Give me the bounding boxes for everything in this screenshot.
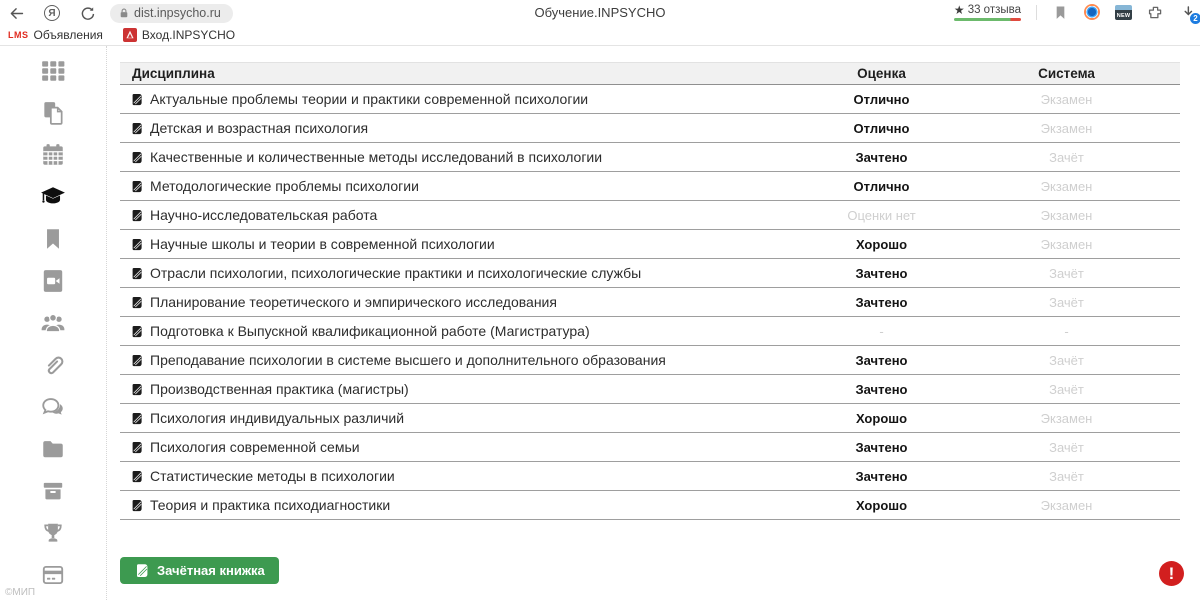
table-row[interactable] [120,404,1180,433]
sidebar-item-achievements[interactable] [40,520,66,546]
discipline-name: Детская и возрастная психология [150,120,369,136]
chrome-toolbar [954,2,1196,22]
discipline-cell [120,323,774,339]
grade-value: Зачтено [855,294,908,310]
table-row[interactable] [120,85,1180,114]
discipline-cell [120,410,774,426]
sidebar-item-apps[interactable] [40,58,66,84]
discipline-name: Теория и практика психодиагностики [150,497,391,513]
system-value: Зачёт [1049,265,1084,281]
archive-icon [40,491,66,508]
bookmark-label: Объявления [33,27,103,42]
table-row[interactable] [120,201,1180,230]
refresh-icon[interactable] [79,5,96,22]
url-bar[interactable] [110,4,233,23]
paperclip-icon [40,365,66,382]
book-icon [130,470,143,483]
table-row[interactable] [120,346,1180,375]
sidebar-item-groups[interactable] [40,310,66,336]
table-row[interactable] [120,288,1180,317]
grade-value: Зачтено [855,352,908,368]
discipline-name: Преподавание психологии в системе высшего и дополнительного образования [150,352,666,368]
rating-widget[interactable] [954,3,1021,21]
folder-icon [40,449,66,466]
column-header-grade: Оценка [857,66,906,81]
bookmark-flag-icon[interactable] [1052,4,1069,21]
discipline-cell [120,120,774,136]
page-body [0,46,1200,600]
discipline-cell [120,381,774,397]
discipline-name: Статистические методы в психологии [150,468,395,484]
book-icon [130,296,143,309]
system-value: Зачёт [1049,294,1084,310]
system-value: Экзамен [1040,410,1093,426]
column-header-system: Система [1038,66,1095,81]
discipline-cell [120,265,774,281]
system-value: Экзамен [1040,236,1093,252]
exclamation-glyph: ! [1168,563,1175,583]
grade-value: - [879,323,884,339]
book-icon [130,122,143,135]
grade-value: Хорошо [855,497,908,513]
bookmark-icon [40,239,66,256]
grade-value: Отлично [853,120,910,136]
system-value: Экзамен [1040,178,1093,194]
card-icon [40,575,66,592]
inpsycho-logo-icon [123,28,137,42]
grade-value: Зачтено [855,265,908,281]
grade-value: Хорошо [855,410,908,426]
grid-icon [40,71,66,88]
lock-icon [118,7,130,19]
trophy-icon [40,533,66,550]
system-value: Экзамен [1040,91,1093,107]
browser-chrome [0,0,1200,24]
book-icon [130,499,143,512]
discipline-cell [120,352,774,368]
rating-label: 33 отзыва [967,4,1021,16]
table-row[interactable] [120,491,1180,520]
bookmark-inpsycho[interactable] [123,28,235,42]
book-icon [130,93,143,106]
users-icon [40,323,66,340]
discipline-name: Психология индивидуальных различий [150,410,405,426]
system-value: Зачёт [1049,439,1084,455]
discipline-cell [120,236,774,252]
discipline-cell [120,439,774,455]
discipline-name: Научно-исследовательская работа [150,207,378,223]
video-file-icon [40,281,66,298]
discipline-cell [120,91,774,107]
error-alert-icon[interactable] [1159,561,1184,586]
system-value: Экзамен [1040,207,1093,223]
table-row[interactable] [120,317,1180,346]
content-area [108,46,1200,600]
toolbar-divider [1036,5,1037,20]
system-value: Экзамен [1040,120,1093,136]
extension-circle-icon[interactable] [1084,4,1100,20]
system-value: Зачёт [1049,381,1084,397]
discipline-cell [120,497,774,513]
gradebook-button-label: Зачётная книжка [157,563,265,578]
discipline-cell [120,207,774,223]
table-row[interactable] [120,172,1180,201]
table-header [120,63,1180,85]
documents-icon [40,113,66,130]
graduation-cap-icon [40,197,66,214]
new-badge: NEW [1116,12,1131,19]
nav-buttons [8,5,96,22]
discipline-name: Актуальные проблемы теории и практики современной психологии [150,91,589,107]
book-icon [130,441,143,454]
book-icon [130,238,143,251]
discipline-name: Подготовка к Выпускной квалификационной работе (Магистратура) [150,323,590,339]
system-value: - [1064,323,1069,339]
grade-value: Отлично [853,91,910,107]
table-row[interactable] [120,433,1180,462]
grade-value: Зачтено [855,381,908,397]
discipline-name: Качественные и количественные методы исследований в психологии [150,149,603,165]
discipline-cell [120,149,774,165]
system-value: Зачёт [1049,468,1084,484]
discipline-name: Отрасли психологии, психологические практики и психологические службы [150,265,642,281]
grade-value: Оценки нет [847,207,916,223]
book-icon [130,354,143,367]
chat-icon [40,407,66,424]
bookmarks-bar [0,24,1200,46]
discipline-name: Психология современной семьи [150,439,360,455]
copyright: ©МИП [5,587,36,598]
back-icon[interactable] [8,5,25,22]
tab-title: Обучение.INPSYCHO [534,5,666,20]
grade-value: Зачтено [855,439,908,455]
sidebar-item-attachments[interactable] [40,352,66,378]
table-row[interactable] [120,143,1180,172]
calendar-icon [40,155,66,172]
system-value: Экзамен [1040,497,1093,513]
sidebar-item-video[interactable] [40,268,66,294]
grade-value: Отлично [853,178,910,194]
gradebook-button[interactable] [120,557,279,584]
discipline-cell [120,468,774,484]
table-row[interactable] [120,375,1180,404]
grades-table [120,62,1180,520]
bookmark-lms[interactable] [8,28,103,42]
grade-value: Хорошо [855,236,908,252]
book-icon [130,151,143,164]
star-icon: ★ [953,3,965,17]
discipline-cell [120,178,774,194]
discipline-cell [120,294,774,310]
sidebar-item-bookmarks[interactable] [40,226,66,252]
table-row[interactable] [120,114,1180,143]
book-icon [130,412,143,425]
discipline-name: Производственная практика (магистры) [150,381,409,397]
sidebar-item-archive[interactable] [40,478,66,504]
url-text: dist.inpsycho.ru [134,6,221,20]
book-icon [130,383,143,396]
sidebar-item-messages[interactable] [40,394,66,420]
sidebar-item-files[interactable] [40,436,66,462]
sidebar-item-payments[interactable] [40,562,66,588]
table-row[interactable] [120,259,1180,288]
bookmark-label: Вход.INPSYCHO [141,27,236,42]
book-icon [130,325,143,338]
extensions-icon[interactable] [1147,4,1164,21]
grade-value: Зачтено [855,468,908,484]
book-icon [134,563,149,578]
extension-new-icon[interactable] [1115,5,1132,20]
discipline-name: Методологические проблемы психологии [150,178,419,194]
book-icon [130,180,143,193]
sidebar [0,46,107,600]
sidebar-item-materials[interactable] [40,100,66,126]
discipline-name: Научные школы и теории в современной психологии [150,236,495,252]
system-value: Зачёт [1049,149,1084,165]
discipline-name: Планирование теоретического и эмпирического исследования [150,294,557,310]
yandex-icon[interactable]: Я [44,5,60,21]
sidebar-item-schedule[interactable] [40,142,66,168]
grade-value: Зачтено [855,149,908,165]
download-icon[interactable] [1179,4,1196,21]
sidebar-item-education[interactable] [40,184,66,210]
table-row[interactable] [120,230,1180,259]
table-row[interactable] [120,462,1180,491]
column-header-discipline: Дисциплина [132,66,215,81]
system-value: Зачёт [1049,352,1084,368]
lms-logo-icon: LMS [8,29,29,40]
download-count-badge: 2 [1190,13,1200,24]
book-icon [130,267,143,280]
book-icon [130,209,143,222]
